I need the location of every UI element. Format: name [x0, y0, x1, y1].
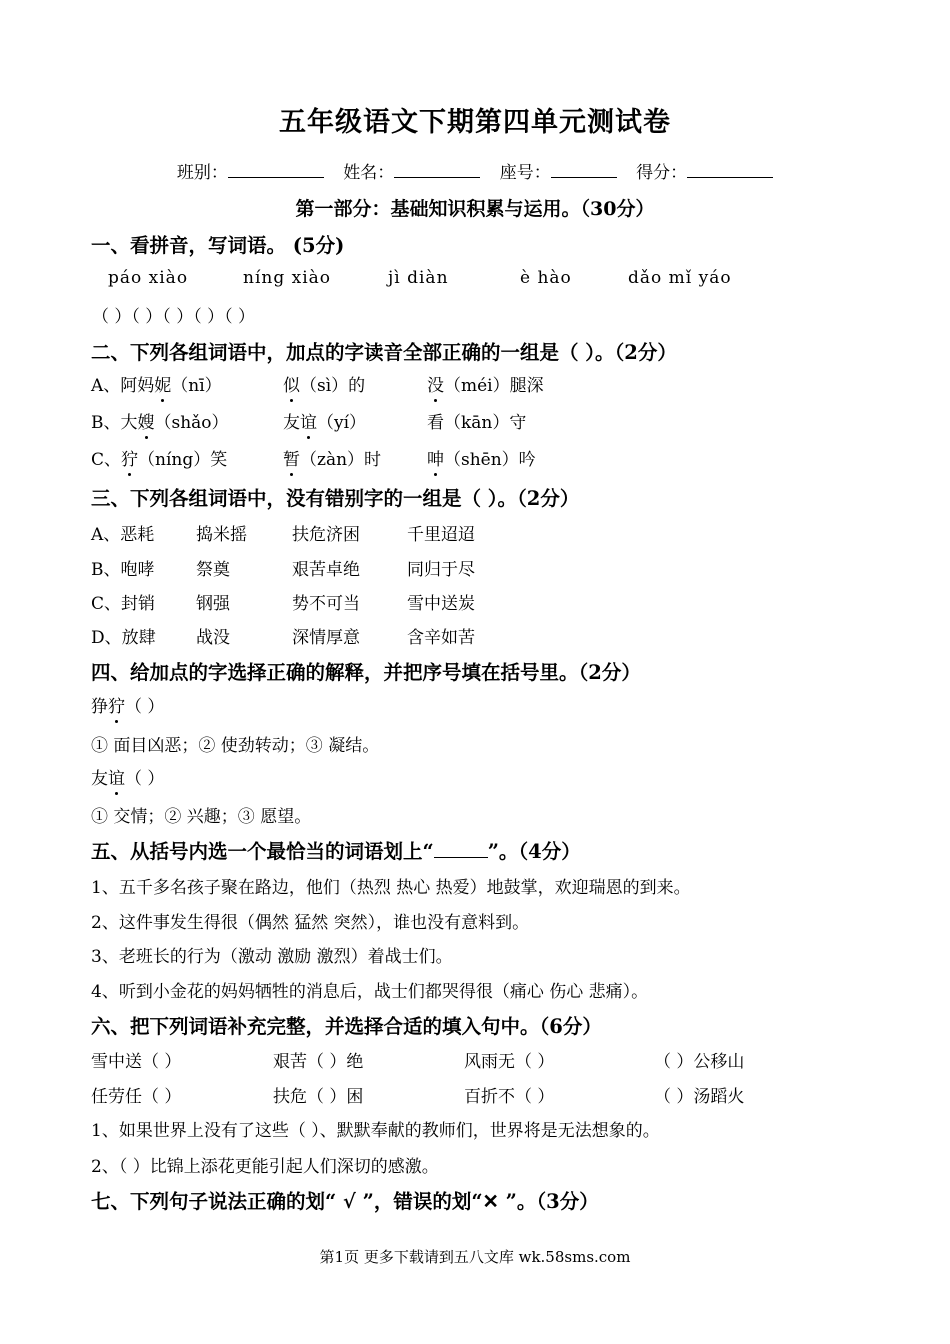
q3-d-word3: 深情厚意	[292, 628, 360, 648]
q3-a-word2: 捣米摇	[196, 525, 247, 545]
page-title: 五年级语文下期第四单元测试卷	[279, 107, 671, 138]
pinyin-1: páo xiào	[108, 268, 189, 288]
pinyin-3: jì diàn	[388, 268, 449, 288]
q6-sentence-2: 2、（ ）比锦上添花更能引起人们深切的感激。	[91, 1157, 439, 1177]
name-label: 姓名：	[343, 163, 395, 183]
q3-a-word4: 千里迢迢	[407, 525, 475, 545]
class-blank[interactable]	[228, 161, 324, 178]
page-footer: 第1页 更多下载请到五八文库 wk.58sms.com	[319, 1248, 631, 1266]
q3-a-word1: A、恶耗	[91, 525, 155, 545]
q2-b-item3: 看（kān）守	[427, 413, 527, 433]
q2-a-item1: A、阿妈妮（nī）	[91, 371, 222, 396]
q6-sentence-1: 1、如果世界上没有了这些（ ）、默默奉献的教师们，世界将是无法想象的。	[91, 1121, 660, 1141]
q3-b-word4: 同归于尽	[407, 560, 475, 580]
q3-b-word1: B、咆哮	[91, 560, 155, 580]
name-blank[interactable]	[394, 161, 480, 178]
q3-d-word2: 战没	[196, 628, 230, 648]
q6-idiom-4[interactable]: （ ）公移山	[654, 1052, 745, 1072]
q2-c-item2: 暂（zàn）时	[283, 445, 381, 470]
pinyin-2: níng xiào	[243, 268, 332, 288]
q3-b-word2: 祭奠	[196, 560, 230, 580]
q2-a-item2: 似（sì）的	[283, 371, 365, 396]
pinyin-4: è hào	[520, 268, 572, 288]
q4-word1: 狰狞（ ）	[91, 692, 164, 717]
q3-d-word1: D、放肆	[91, 628, 156, 648]
q4-word2: 友谊（ ）	[91, 764, 164, 789]
q6-idiom-8[interactable]: （ ）汤蹈火	[654, 1087, 745, 1107]
q3-a-word3: 扶危济困	[292, 525, 360, 545]
q6-idiom-1[interactable]: 雪中送（ ）	[91, 1052, 182, 1072]
part-one-heading: 第一部分：基础知识积累与运用。（30分）	[295, 198, 655, 220]
q2-a-item3: 没（méi）腿深	[427, 371, 544, 396]
q6-idiom-2[interactable]: 艰苦（ ）绝	[273, 1052, 364, 1072]
q2-c-item3: 呻（shēn）吟	[427, 445, 536, 470]
q6-idiom-6[interactable]: 扶危（ ）困	[273, 1087, 364, 1107]
pinyin-5: dǎo mǐ yáo	[628, 268, 732, 288]
q2-b-item2: 友谊（yí）	[283, 408, 366, 433]
q5-heading: 五、从括号内选一个最恰当的词语划上“ ”。（4分）	[91, 840, 581, 863]
q3-c-word2: 钢强	[196, 594, 230, 614]
q5-line-4: 4、听到小金花的妈妈牺牲的消息后，战士们都哭得很（痛心 伤心 悲痛）。	[91, 982, 649, 1002]
q2-b-item1: B、大嫂（shǎo）	[91, 408, 229, 433]
q4-heading: 四、给加点的字选择正确的解释，并把序号填在括号里。（2分）	[91, 661, 641, 684]
pinyin-answer-blanks[interactable]: （ ）（ ）（ ）（ ）（ ）	[92, 307, 256, 327]
seat-blank[interactable]	[551, 161, 617, 178]
class-label: 班别：	[176, 163, 228, 183]
score-blank[interactable]	[687, 161, 773, 178]
q3-c-word4: 雪中送炭	[407, 594, 475, 614]
q1-heading: 一、看拼音，写词语。 (5分)	[91, 234, 345, 257]
q3-c-word3: 势不可当	[292, 594, 360, 614]
q6-idiom-7[interactable]: 百折不（ ）	[464, 1087, 555, 1107]
q5-line-3: 3、老班长的行为（激动 激励 激烈）着战士们。	[91, 947, 453, 967]
q6-idiom-3[interactable]: 风雨无（ ）	[464, 1052, 555, 1072]
q4-word2-answer[interactable]: （ ）	[125, 769, 165, 789]
q7-heading: 七、下列句子说法正确的划“ √ ”，错误的划“✕ ”。（3分）	[91, 1190, 599, 1213]
q5-line-1: 1、五千多名孩子聚在路边，他们（热烈 热心 热爱）地鼓掌，欢迎瑞恩的到来。	[91, 878, 691, 898]
q4-word2-options: ① 交情；② 兴趣；③ 愿望。	[91, 807, 312, 827]
q3-d-word4: 含辛如苦	[407, 628, 475, 648]
q6-idiom-5[interactable]: 任劳任（ ）	[91, 1087, 182, 1107]
q4-word1-options: ① 面目凶恶；② 使劲转动；③ 凝结。	[91, 736, 380, 756]
q2-heading: 二、下列各组词语中，加点的字读音全部正确的一组是（ ）。（2分）	[91, 341, 677, 364]
underline-sample	[434, 841, 488, 858]
q5-line-2: 2、这件事发生得很（偶然 猛然 突然），谁也没有意料到。	[91, 913, 530, 933]
q6-heading: 六、把下列词语补充完整，并选择合适的填入句中。（6分）	[91, 1015, 602, 1038]
q4-word1-answer[interactable]: （ ）	[125, 697, 165, 717]
seat-label: 座号：	[499, 163, 551, 183]
score-label: 得分：	[636, 163, 688, 183]
q3-c-word1: C、封销	[91, 594, 156, 614]
q2-c-item1: C、狞（níng）笑	[91, 445, 227, 470]
student-info-line	[0, 158, 950, 183]
q3-b-word3: 艰苦卓绝	[292, 560, 360, 580]
q3-heading: 三、下列各组词语中，没有错别字的一组是（ ）。（2分）	[91, 487, 580, 510]
